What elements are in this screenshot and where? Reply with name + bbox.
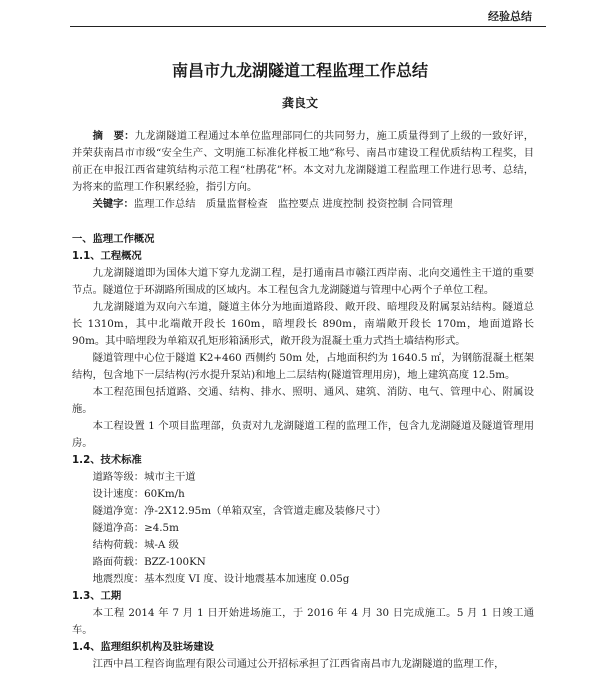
subsection-heading: 1.4、监理组织机构及驻场建设 [72,641,214,653]
author-name: 龚良文 [281,96,318,110]
keywords-label: 关键字： [92,198,134,210]
spec-item: 隧道净高：≥4.5m [92,522,179,534]
spec-item: 道路等级：城市主干道 [92,471,196,483]
header-rule [70,26,546,27]
section-heading: 一、监理工作概况 [72,233,155,245]
paragraph: 隧道管理中心位于隧道 K2+460 西侧约 50m 处，占地面积约为 1640.5 ㎡，为钢筋混凝土框架结构，包含地下一层结构(污水提升泵站)和地上二层结构(隧道管理用房)，地上建筑高度 12.5m。 [72,352,534,381]
spec-item: 路面荷载：BZZ-100KN [92,556,206,568]
paragraph: 本工程设置 1 个项目监理部，负责对九龙湖隧道工程的监理工作，包含九龙湖隧道及隧道管理用房。 [72,420,534,449]
abstract [72,128,534,196]
keywords-text: 监理工作总结 质量监督检查 监控要点 进度控制 投资控制 合同管理 [133,198,453,210]
subsection-heading: 1.2、技术标准 [72,454,142,466]
abstract-label: 摘 要： [92,130,135,142]
subsection-heading: 1.1、工程概况 [72,250,142,262]
section-tag: 经验总结 [488,10,532,23]
keywords [72,196,534,213]
spec-item: 结构荷载：城-A 级 [92,539,179,551]
paragraph: 江西中昌工程咨询监理有限公司通过公开招标承担了江西省南昌市九龙湖隧道的监理工作， [92,658,505,670]
spec-item: 地震烈度：基本烈度 VI 度、设计地震基本加速度 0.05g [92,573,350,585]
article-body [72,120,534,673]
article-title: 南昌市九龙湖隧道工程监理工作总结 [171,61,428,80]
subsection-heading: 1.3、工期 [72,590,122,602]
spec-item: 设计速度：60Km/h [92,488,185,500]
spec-item: 隧道净宽：净-2X12.95m（单箱双室，含管道走廊及装修尺寸） [92,505,387,517]
paragraph: 本工程 2014 年 7 月 1 日开始进场施工，于 2016 年 4 月 30 日完成施工。5 月 1 日竣工通车。 [72,607,534,636]
paragraph: 九龙湖隧道即为国体大道下穿九龙湖工程，是打通南昌市赣江西岸南、北向交通性主干道的重要节点。隧道位于环湖路所围成的区域内。本工程包含九龙湖隧道与管理中心两个子单位工程。 [72,267,534,296]
paragraph: 本工程范围包括道路、交通、结构、排水、照明、通风、建筑、消防、电气、管理中心、附属设施。 [72,386,534,415]
paragraph: 九龙湖隧道为双向六车道，隧道主体分为地面道路段、敞开段、暗埋段及附属泵站结构。隧道总长 1310m，其中北端敞开段长 160m，暗埋段长 890m，南端敞开段长 170m，地面道路长 90m。其中暗埋段为单箱双孔矩形箱涵形式，敞开段为混凝土重力式挡土墙结构形式。 [72,301,534,347]
abstract-text: 九龙湖隧道工程通过本单位监理部同仁的共同努力，施工质量得到了上级的一致好评，并荣获南昌市市级“安全生产、文明施工标准化样板工地”称号、南昌市建设工程优质结构工程奖，目前正在申报江西省建筑结构示范工程“杜鹃花”杯。本文对九龙湖隧道工程监理工作进行思考、总结，为将来的监理工作积累经验，指引方向。 [72,130,535,193]
